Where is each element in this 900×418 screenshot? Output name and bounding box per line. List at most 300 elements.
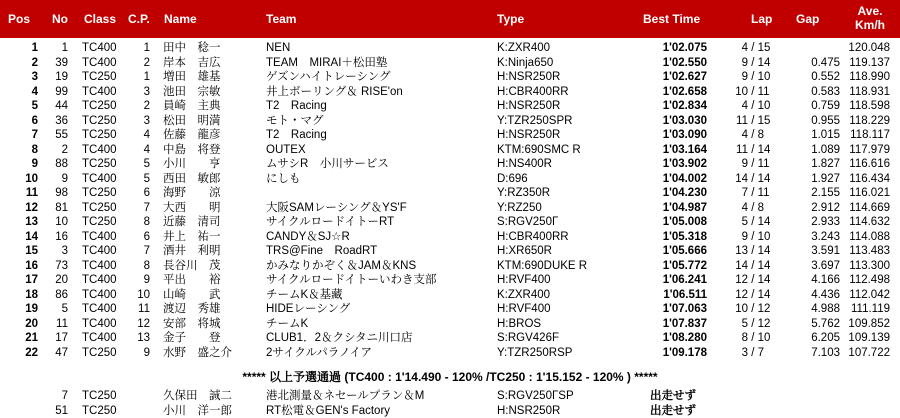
header-name: Name [164,12,197,26]
ave-speed-cell: 113.483 [849,245,890,257]
best-time-cell: 1'09.178 [662,346,707,359]
rider-name-cell: 長谷川 茂 [163,259,221,272]
lap-best: 11 [736,143,748,156]
lap-total: 14 [757,172,771,185]
cp-cell: 3 [143,85,150,98]
type-cell: H:XR650R [497,245,552,257]
class-cell: TC400 [82,143,117,156]
lap-best: 4 [741,42,748,54]
cp-cell: 2 [143,56,150,69]
team-cell: 2サイクルパラノイア [266,346,372,359]
class-cell: TC250 [82,158,117,170]
team-cell: 港北測量＆ネセールプラン＆M [266,390,425,402]
pos-cell: 21 [25,332,38,344]
ave-speed-cell: 118.931 [849,85,890,98]
non-starter-row [0,389,900,404]
rider-name-cell: 佐藤 龍彦 [163,129,221,141]
lap-cell [724,99,794,114]
lap-separator: / [748,303,758,315]
table-row [0,56,900,71]
lap-cell [724,317,794,332]
ave-speed-cell: 114.632 [849,216,890,228]
lap-cell [724,41,794,56]
lap-total: 10 [757,332,771,344]
best-time-cell: 1'03.030 [662,114,707,127]
type-cell: H:NSR250R [497,129,561,141]
no-cell: 39 [55,56,68,69]
type-cell: S:RGV426F [497,332,559,344]
lap-cell [724,215,794,230]
team-cell: モト・マグ [266,114,324,127]
class-cell: TC250 [82,216,117,228]
best-time-cell: 1'07.837 [662,317,707,330]
gap-cell: 1.089 [811,143,840,156]
team-cell: サイクルロードイトーRT [266,216,395,228]
gap-cell: 6.205 [811,332,840,344]
lap-separator: / [748,274,758,286]
rider-name-cell: 岸本 吉広 [163,56,221,69]
class-cell: TC400 [82,85,117,98]
class-cell: TC400 [82,245,117,257]
lap-cell [724,302,794,317]
cp-cell: 1 [143,71,150,83]
rider-name-cell: 大西 明 [163,201,221,214]
lap-cell [724,143,794,158]
table-row [0,128,900,143]
no-cell: 11 [56,317,68,330]
ave-speed-cell: 119.137 [849,56,890,69]
type-cell: H:NSR250R [497,404,561,417]
cp-cell: 4 [143,129,150,141]
pos-cell: 10 [25,172,38,185]
rider-name-cell: 西田 敏郎 [163,172,221,185]
lap-best: 12 [735,274,748,286]
lap-cell [724,157,794,172]
table-row [0,143,900,158]
lap-best: 14 [735,172,748,185]
team-cell: TEAM MIRAI＋松田塾 [266,56,388,69]
pos-cell: 6 [31,114,38,127]
lap-best: 9 [741,158,748,170]
cp-cell: 8 [143,216,150,228]
lap-separator: / [748,346,758,359]
rider-name-cell: 田中 稔一 [163,42,221,54]
class-cell: TC250 [82,390,117,402]
best-time-cell: 1'05.008 [662,216,707,228]
type-cell: H:RVF400 [497,303,551,315]
ave-speed-cell: 116.021 [849,187,890,199]
type-cell: H:RVF400 [497,274,551,286]
cp-cell: 12 [137,317,150,330]
table-row [0,244,900,259]
rider-name-cell: 海野 涼 [163,187,221,199]
best-time-cell: 1'05.772 [662,259,707,272]
class-cell: TC250 [82,346,117,359]
lap-separator: / [748,332,758,344]
best-time-cell: 1'02.658 [662,85,707,98]
team-cell: NEN [266,42,291,54]
team-cell: 井上ボーリング＆ RISE'on [266,85,403,98]
class-cell: TC400 [82,230,117,243]
lap-cell [724,259,794,274]
table-row [0,201,900,216]
lap-cell [724,244,794,259]
pos-cell: 3 [31,71,38,83]
table-row [0,346,900,361]
ave-speed-cell: 107.722 [848,346,890,359]
lap-best: 12 [735,288,748,301]
class-cell: TC400 [82,303,117,315]
gap-cell: 0.955 [811,114,840,127]
lap-best: 9 [741,56,748,69]
ave-speed-cell: 116.616 [849,158,890,170]
best-time-cell: 1'08.280 [662,332,707,344]
gap-cell: 3.243 [811,230,840,243]
non-starter-row [0,404,900,418]
lap-total: 14 [757,56,771,69]
table-row [0,215,900,230]
lap-total: 10 [757,230,771,243]
lap-total: 15 [757,114,771,127]
lap-separator: / [748,245,758,257]
type-cell: S:RGV250Γ [497,216,559,228]
no-cell: 47 [55,346,68,359]
rider-name-cell: 山崎 武 [163,288,221,301]
team-cell: CANDY＆SJ☆R [266,230,350,243]
table-row [0,288,900,303]
pos-cell: 9 [31,158,38,170]
best-time-cell: 1'05.666 [662,245,707,257]
cp-cell: 10 [137,288,150,301]
pos-cell: 7 [31,129,38,141]
cp-cell: 6 [143,187,150,199]
gap-cell: 0.552 [811,71,840,83]
team-cell: TRS@Fine RoadRT [266,245,378,257]
lap-best: 5 [741,317,748,330]
best-time-cell: 1'03.090 [662,129,707,141]
lap-total: 11 [757,187,770,199]
lap-separator: / [748,143,758,156]
cp-cell: 1 [143,42,150,54]
gap-cell: 2.912 [811,201,840,214]
gap-cell: 0.583 [811,85,840,98]
header-gap: Gap [796,12,820,26]
lap-total: 14 [757,245,771,257]
cp-cell: 7 [143,201,150,214]
gap-cell: 1.015 [811,129,840,141]
team-cell: HIDEレーシング [266,303,351,315]
class-cell: TC250 [82,187,117,199]
table-row [0,41,900,56]
no-cell: 16 [55,230,68,243]
ave-speed-cell: 111.119 [850,303,890,315]
ave-speed-cell: 113.300 [849,259,890,272]
qualify-note: ***** 以上予選通過 (TC400 : 1'14.490 - 120% /TC250 : 1'15.152 - 120% ) ***** [242,370,658,384]
lap-separator: / [748,158,758,170]
no-cell: 5 [61,303,68,315]
cp-cell: 8 [143,259,150,272]
best-time-cell: 1'06.511 [663,288,707,301]
lap-cell [724,201,794,216]
gap-cell: 3.591 [811,245,840,257]
lap-total: 7 [757,346,764,359]
best-time-cell: 1'02.627 [662,71,707,83]
table-row [0,85,900,100]
type-cell: K:ZXR400 [497,288,551,301]
ave-speed-cell: 112.498 [849,274,890,286]
pos-cell: 17 [25,274,38,286]
best-time-cell: 1'04.987 [662,201,707,214]
class-cell: TC400 [82,288,117,301]
table-row [0,186,900,201]
lap-best: 4 [741,129,748,141]
no-cell: 73 [55,259,68,272]
rider-name-cell: 増田 雄基 [163,71,221,83]
type-cell: KTM:690SMC R [497,143,581,156]
class-cell: TC250 [82,114,117,127]
pos-cell: 4 [31,85,38,98]
cp-cell: 5 [143,172,150,185]
cp-cell: 11 [138,303,150,315]
type-cell: Y:TZR250RSP [497,346,573,359]
no-cell: 9 [61,172,68,185]
header-ave-line2: Km/h [855,18,885,32]
lap-total: 14 [757,288,771,301]
header-type: Type [497,12,525,26]
rider-name-cell: 池田 宗敏 [163,85,221,98]
lap-best: 9 [741,71,748,83]
best-time-cell: 1'02.550 [662,56,707,69]
lap-separator: / [748,216,758,228]
type-cell: H:CBR400RR [497,230,569,243]
type-cell: K:Ninja650 [497,56,554,69]
lap-cell [724,331,794,346]
cp-cell: 9 [143,346,150,359]
table-row [0,157,900,172]
gap-cell: 7.103 [811,346,840,359]
type-cell: D:696 [497,172,528,185]
best-time-cell: 1'04.002 [662,172,707,185]
lap-total: 11 [757,85,770,98]
header-best-time: Best Time [643,12,701,26]
ave-speed-cell: 109.139 [848,332,890,344]
lap-best: 5 [741,216,748,228]
header-no: No [52,12,68,26]
rider-name-cell: 久保田 誠二 [163,390,232,402]
no-cell: 17 [55,332,68,344]
lap-best: 4 [741,100,748,112]
lap-separator: / [748,71,758,83]
header-lap: Lap [751,12,773,26]
class-cell: TC400 [82,317,117,330]
cp-cell: 3 [143,114,150,127]
ave-speed-cell: 109.852 [848,317,890,330]
cp-cell: 4 [143,143,150,156]
class-cell: TC400 [82,42,117,54]
pos-cell: 20 [25,317,38,330]
class-cell: TC400 [82,274,117,286]
lap-cell [724,230,794,245]
gap-cell: 0.759 [811,100,840,112]
team-cell: RT松電＆GEN's Factory [266,404,391,417]
ave-speed-cell: 118.598 [849,100,890,112]
table-row [0,317,900,332]
lap-cell [724,186,794,201]
ave-speed-cell: 114.088 [849,230,890,243]
type-cell: S:RGV250ΓSP [497,390,574,402]
lap-separator: / [748,230,758,243]
status-cell: 出走せず [650,390,696,402]
lap-separator: / [748,201,758,214]
no-cell: 10 [55,216,68,228]
lap-best: 4 [741,201,748,214]
rider-name-cell: 小川 亨 [163,158,221,170]
lap-separator: / [748,288,758,301]
best-time-cell: 1'02.834 [662,100,707,112]
pos-cell: 1 [31,42,38,54]
team-cell: OUTEX [266,143,306,156]
team-cell: かみなりかぞく＆JAM＆KNS [266,259,417,272]
ave-speed-cell: 118.117 [850,129,890,141]
lap-total: 11 [757,158,770,170]
no-cell: 20 [55,274,68,286]
lap-cell [724,114,794,129]
no-cell: 44 [55,100,68,112]
cp-cell: 13 [137,332,150,344]
gap-cell: 2.933 [811,216,840,228]
best-time-cell: 1'05.318 [662,230,707,243]
no-cell: 36 [55,114,68,127]
results-header [0,0,900,38]
team-cell: チームK [266,317,309,330]
pos-cell: 19 [25,303,38,315]
lap-separator: / [748,259,758,272]
lap-total: 15 [757,42,771,54]
lap-separator: / [748,100,758,112]
header-ave-line1: Ave. [857,4,883,18]
rider-name-cell: 平出 裕 [163,274,221,286]
lap-cell [724,128,794,143]
best-time-cell: 1'03.902 [662,158,707,170]
lap-total: 8 [757,129,764,141]
ave-speed-cell: 120.048 [848,42,890,54]
pos-cell: 13 [25,216,38,228]
lap-separator: / [748,187,758,199]
pos-cell: 14 [25,230,38,243]
cp-cell: 9 [143,274,150,286]
class-cell: TC400 [82,172,117,185]
pos-cell: 8 [31,143,38,156]
cp-cell: 7 [143,245,150,257]
lap-total: 10 [757,100,771,112]
lap-total: 10 [757,71,771,83]
rider-name-cell: 員崎 主典 [163,100,221,112]
header-team: Team [266,12,297,26]
class-cell: TC250 [82,100,117,112]
rider-name-cell: 酒井 利明 [163,245,221,257]
lap-cell [724,288,794,303]
table-row [0,70,900,85]
header-cp: C.P. [128,12,150,26]
header-pos: Pos [8,12,31,26]
best-time-cell: 1'06.241 [662,274,707,286]
best-time-cell: 1'02.075 [662,42,707,54]
team-cell: 大阪SAMレーシング＆YS'F [266,201,407,214]
results-table-body [0,41,900,360]
class-cell: TC250 [82,71,117,83]
gap-cell: 2.155 [811,187,840,199]
rider-name-cell: 金子 登 [163,332,221,344]
type-cell: Y:TZR250SPR [497,114,573,127]
lap-separator: / [748,317,758,330]
header-ave [848,4,892,32]
gap-cell: 4.988 [811,303,840,315]
type-cell: H:CBR400RR [497,85,569,98]
rider-name-cell: 近藤 清司 [163,216,221,228]
lap-separator: / [748,85,758,98]
ave-speed-cell: 118.990 [849,71,890,83]
table-row [0,172,900,187]
pos-cell: 15 [25,245,38,257]
team-cell: T2 Racing [266,100,327,112]
team-cell: CLUB1．2＆クシタニ川口店 [266,332,413,344]
lap-cell [724,346,794,361]
lap-total: 8 [757,201,764,214]
lap-best: 14 [735,259,748,272]
lap-best: 8 [741,332,748,344]
cp-cell: 6 [143,230,150,243]
lap-best: 9 [741,230,748,243]
rider-name-cell: 中島 将登 [163,143,221,156]
class-cell: TC400 [82,259,117,272]
table-row [0,259,900,274]
no-cell: 3 [61,245,68,257]
ave-speed-cell: 112.042 [849,288,890,301]
type-cell: Y:RZ350R [497,187,551,199]
ave-speed-cell: 114.669 [849,201,890,214]
type-cell: H:BROS [497,317,542,330]
class-cell: TC400 [82,332,117,344]
team-cell: サイクルロードイトーいわき支部 [266,274,437,286]
lap-best: 10 [735,303,748,315]
lap-separator: / [748,42,758,54]
pos-cell: 11 [25,187,38,199]
lap-best: 11 [736,114,748,127]
gap-cell: 4.436 [811,288,840,301]
gap-cell: 4.166 [811,274,840,286]
lap-cell [724,56,794,71]
no-cell: 7 [61,390,68,402]
no-cell: 98 [55,187,68,199]
lap-total: 12 [757,317,771,330]
pos-cell: 22 [25,346,38,359]
table-row [0,273,900,288]
status-cell: 出走せず [650,404,696,417]
non-starters-list [0,389,900,418]
class-cell: TC250 [82,201,117,214]
team-cell: ムサシR 小川サービス [266,158,389,170]
pos-cell: 2 [31,56,38,69]
lap-cell [724,85,794,100]
lap-best: 3 [741,346,748,359]
gap-cell: 1.827 [811,158,840,170]
no-cell: 1 [61,42,68,54]
lap-cell [724,70,794,85]
lap-cell [724,172,794,187]
best-time-cell: 1'07.063 [662,303,707,315]
gap-cell: 0.475 [811,56,840,69]
lap-best: 7 [741,187,748,199]
